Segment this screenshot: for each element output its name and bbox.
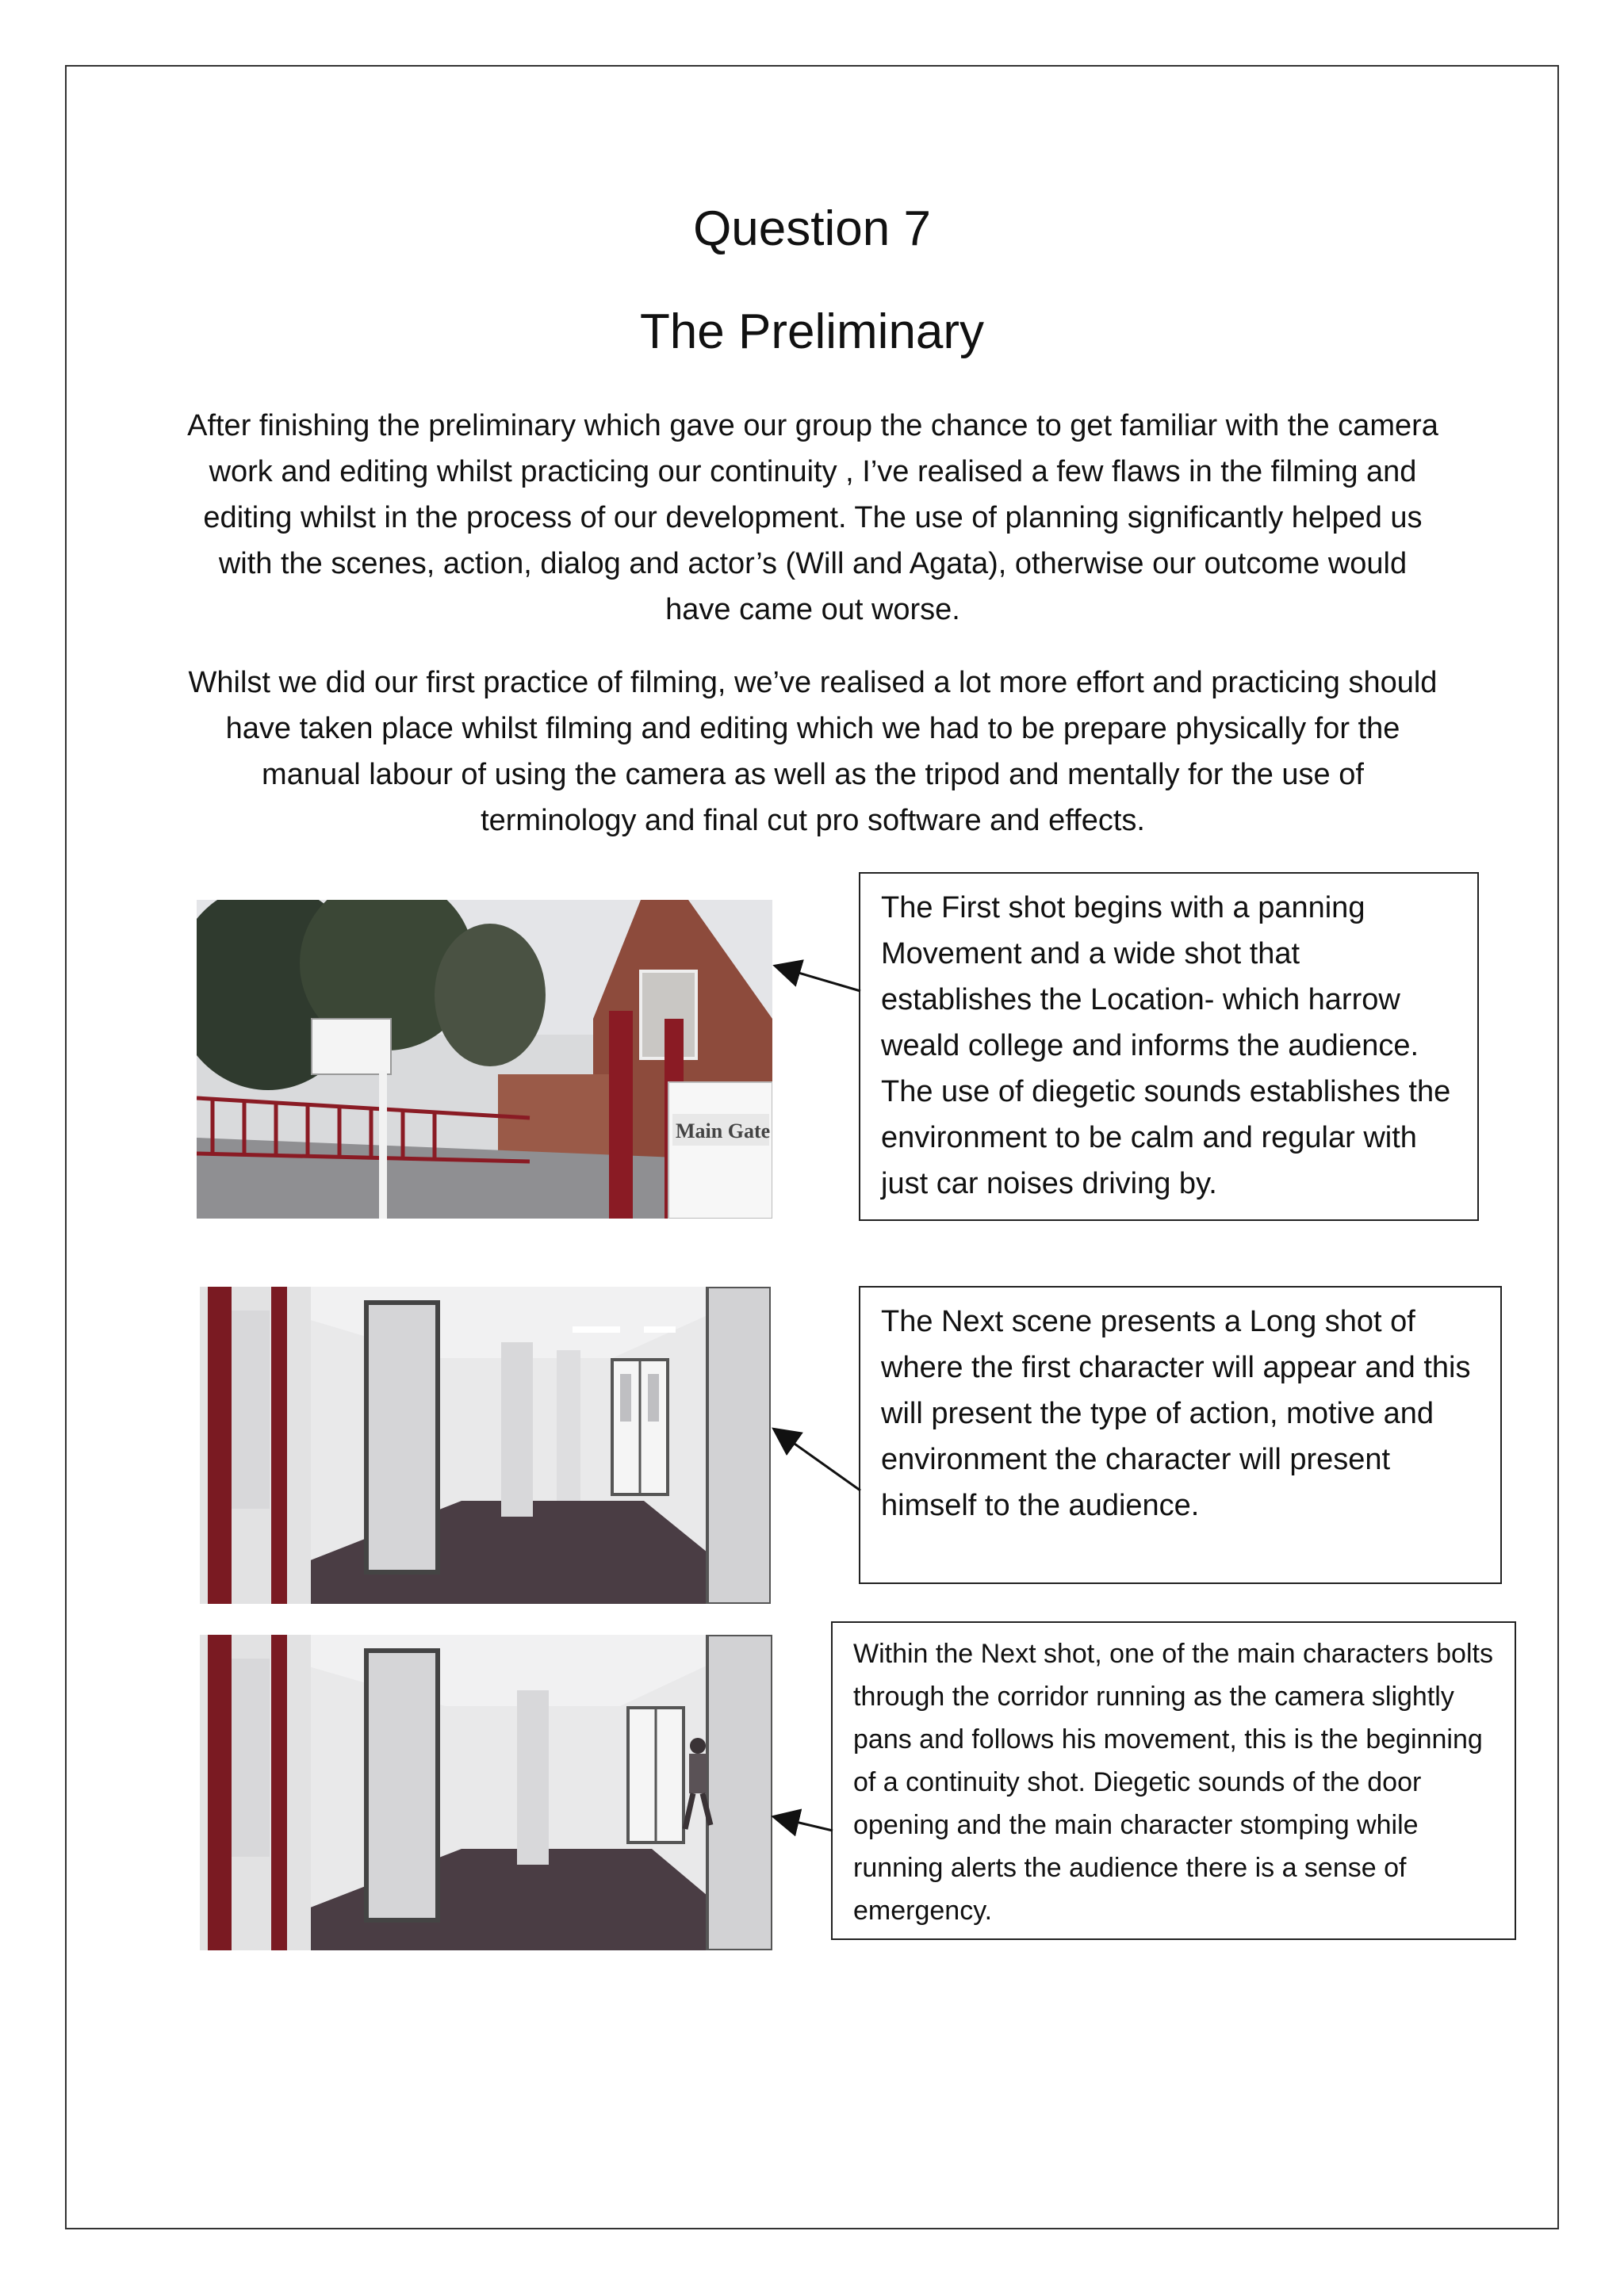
- shot-3-caption: Within the Next shot, one of the main characters bolts through the corridor running as the camera slightly pans and follows his movement, this is the beginning of a continuity shot. Diegetic sounds of the door opening and the main character stomping while running alerts the audience there is a sense of emergency.: [853, 1639, 1493, 1926]
- page-title: The Preliminary: [639, 304, 985, 359]
- main-gate-sign-text: Main Gate: [676, 1119, 771, 1142]
- shot-3-caption-box: [831, 1621, 1516, 1940]
- corridor-photo-runner: [200, 1635, 772, 1950]
- corridor-photo-empty: [200, 1287, 771, 1604]
- intro-paragraph-2: Whilst we did our first practice of filming, we’ve realised a lot more effort and practicing should have taken place whilst filming and editing which we had to be prepare physically for the manual labour of using the camera as well as the tripod and mentally for the use of terminology and final cut pro software and effects.: [188, 666, 1438, 837]
- shot-1-caption: The First shot begins with a panning Movement and a wide shot that establishes the Location- which harrow weald college and informs the audience. The use of diegetic sounds establishes the environment to be calm and regular with just car noises driving by.: [881, 891, 1451, 1200]
- shot-2-caption-box: [859, 1286, 1502, 1584]
- main-gate-photo: [197, 900, 772, 1219]
- intro-paragraph-1: After finishing the preliminary which gave our group the chance to get familiar with the camera work and editing whilst practicing our continuity , I’ve realised a few flaws in the filming and editing whilst in the process of our development. The use of planning significantly helped us with the scenes, action, dialog and actor’s (Will and Agata), otherwise our outcome would have came out worse.: [187, 409, 1438, 626]
- question-heading: Question 7: [693, 201, 931, 256]
- shot-1-caption-box: [859, 872, 1479, 1221]
- shot-2-caption: The Next scene presents a Long shot of where the first character will appear and this will present the type of action, motive and environment the character will present himself to the audience.: [881, 1305, 1471, 1522]
